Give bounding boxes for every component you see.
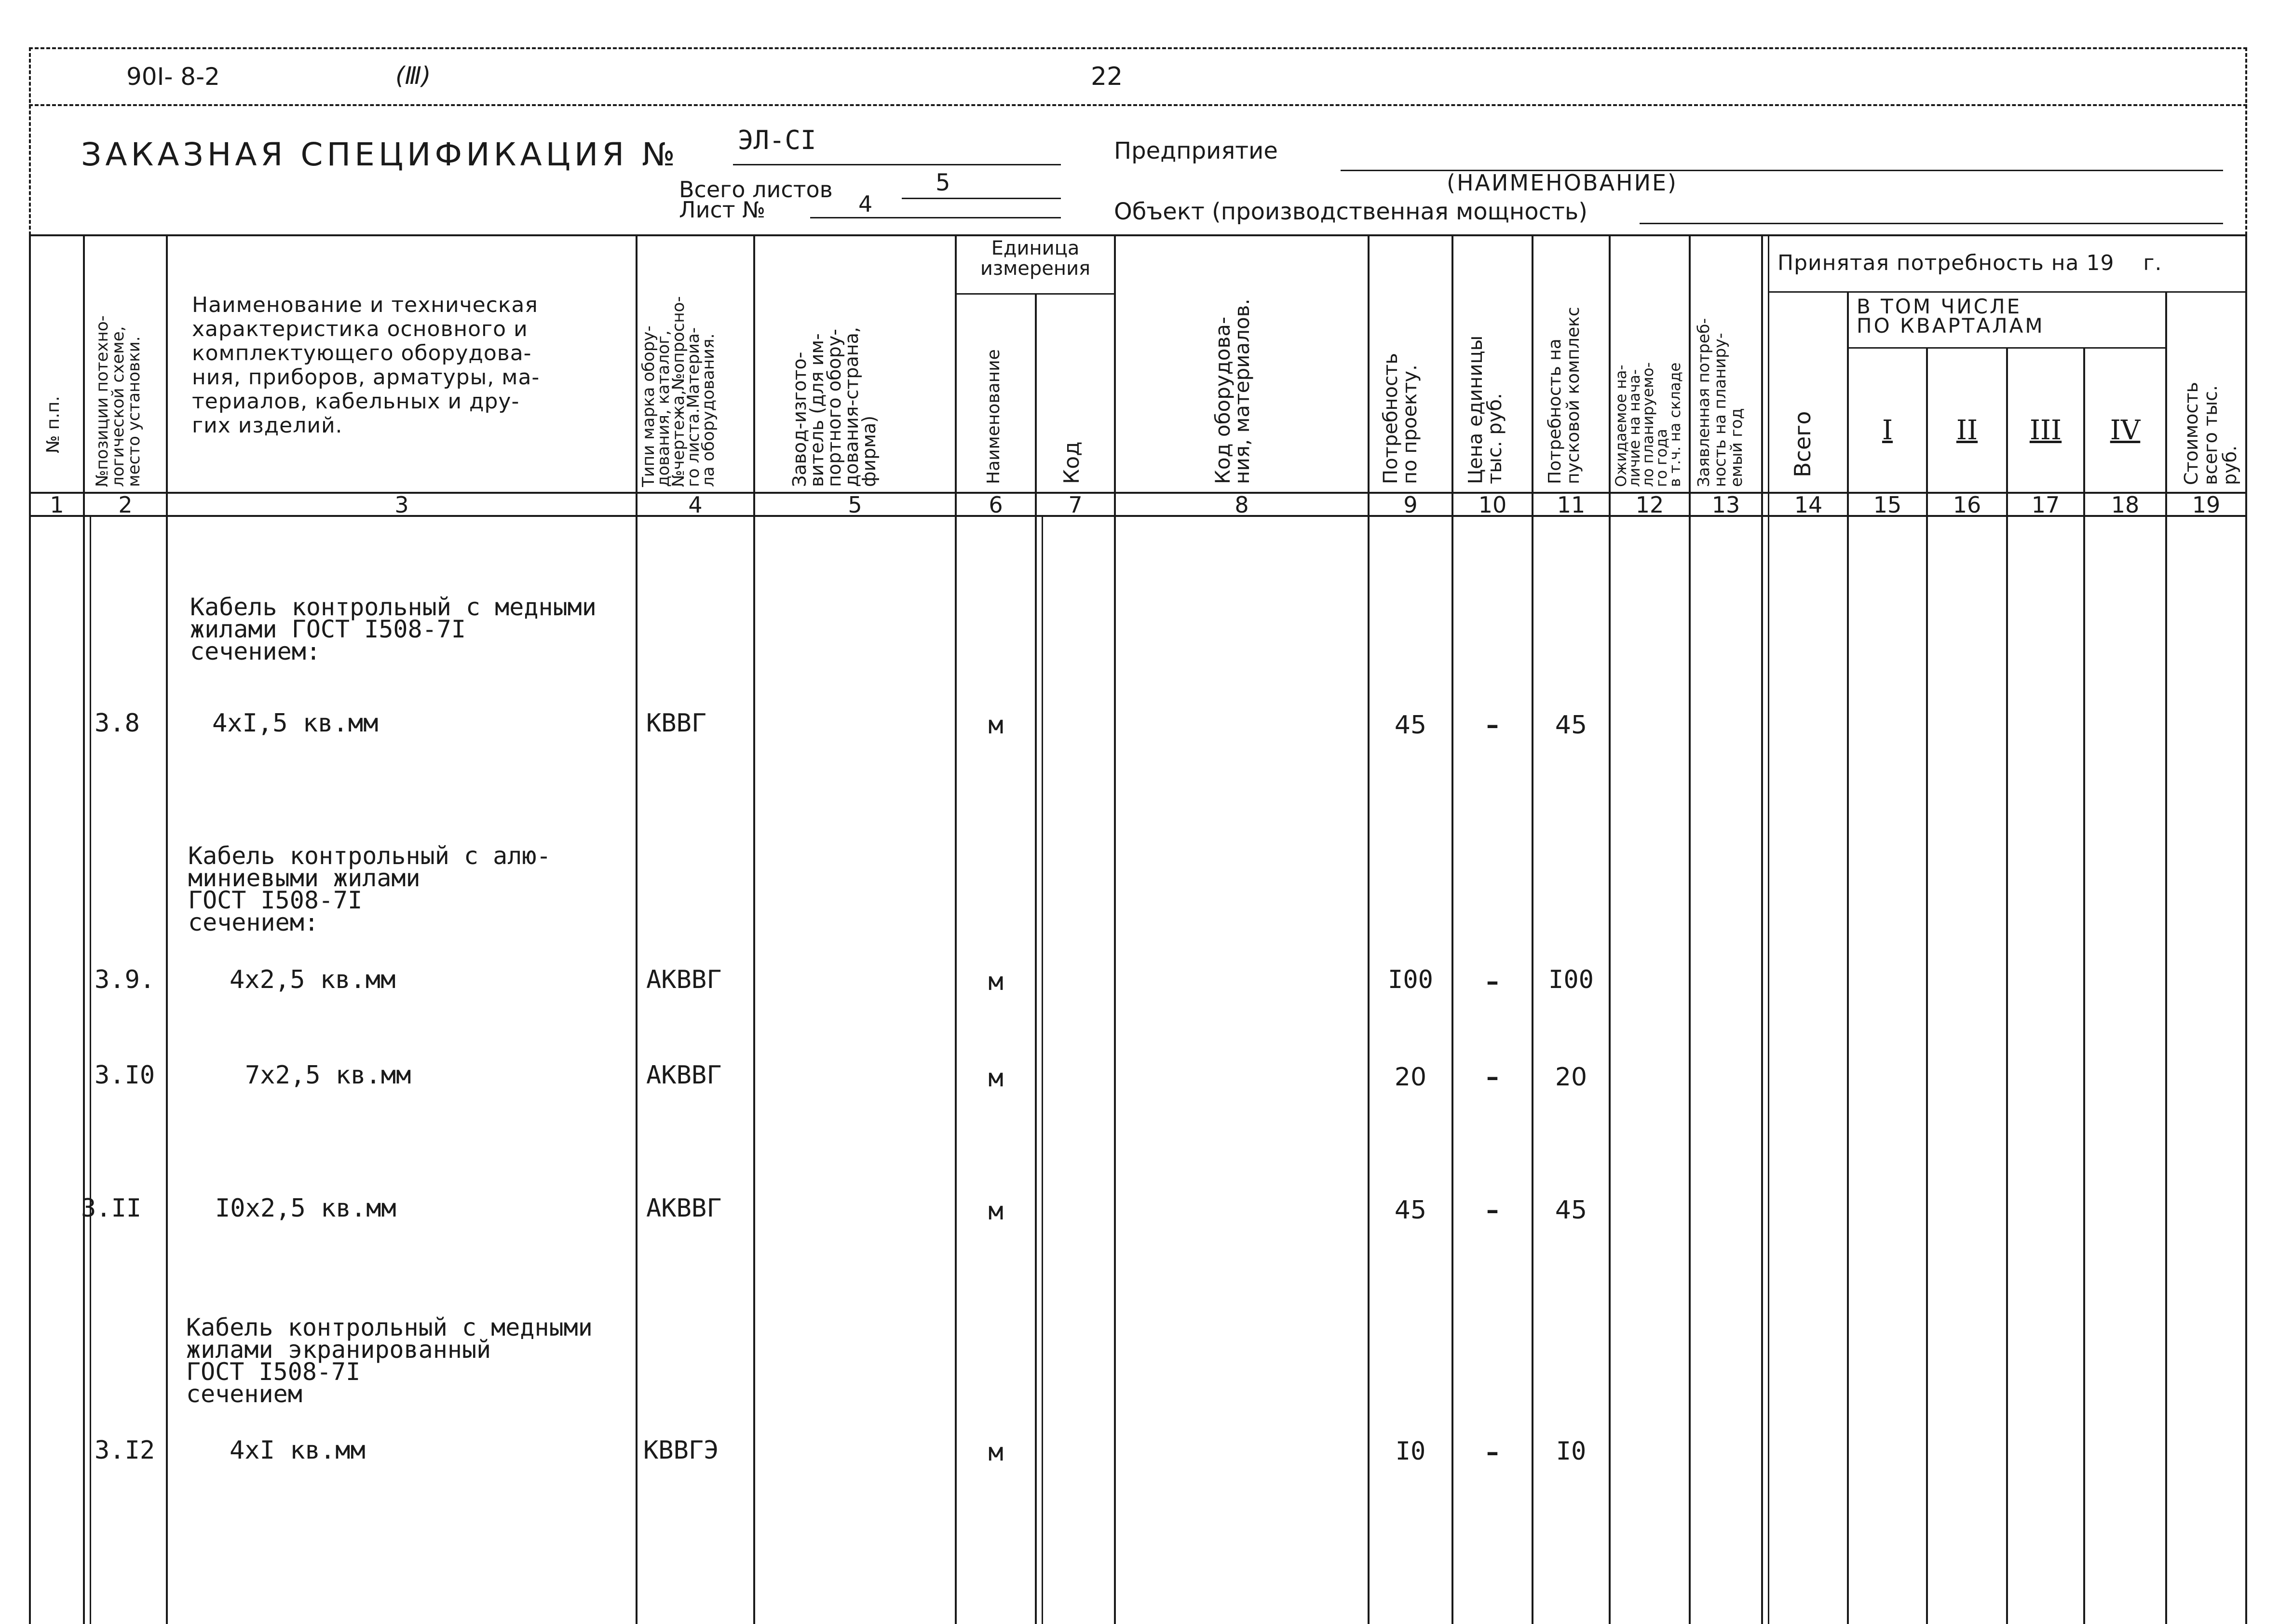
col-number-17: 17 (2031, 492, 2060, 518)
col-number-10: 10 (1478, 492, 1507, 518)
frame-left-border (29, 47, 31, 235)
album-mark: (Ⅲ) (395, 62, 431, 90)
table-top-border (29, 234, 2247, 236)
row-price: – (1486, 967, 1499, 996)
col-number-9: 9 (1403, 492, 1418, 518)
col-number-6: 6 (989, 492, 1003, 518)
col-header-6: Наименование (984, 349, 1004, 484)
col-number-7: 7 (1068, 492, 1083, 518)
col-header-14: Всего (1790, 411, 1816, 477)
naming-hint: (НАИМЕНОВАНИЕ) (1447, 170, 1678, 196)
col-header-2: №позиции потехно- логической схеме, место установки. (93, 315, 144, 487)
frame-right-border (2245, 47, 2247, 235)
col-line-1 (83, 234, 85, 1624)
row-unit: м (988, 1438, 1004, 1467)
col-line-0 (29, 234, 31, 1624)
row-mark: КВВГ (646, 709, 707, 738)
col-line-4 (753, 234, 755, 1624)
group-heading-aluminium: Кабель контрольный с алю- миниевыми жилами ГОСТ I508-7I сечением: (188, 842, 551, 936)
col-header-8: Код оборудова- ния, материалов. (1211, 298, 1254, 484)
spec-title: ЗАКАЗНАЯ СПЕЦИФИКАЦИЯ № (81, 136, 679, 173)
row-price: – (1486, 1438, 1499, 1467)
col-header-17: III (2029, 415, 2062, 446)
col-number-2: 2 (118, 492, 133, 518)
col-header-3: Наименование и техническая характеристика основного и комплектующего оборудова- ния, приборов, арматуры, ма- териалов, кабельных и дру- гих изделий. (192, 293, 540, 438)
col-line-18 (2165, 291, 2167, 1624)
row-position: 3.I0 (95, 1061, 155, 1090)
row-item-name: 4xI кв.мм (230, 1436, 366, 1465)
col-number-8: 8 (1234, 492, 1249, 518)
enterprise-label: Предприятие (1114, 137, 1278, 164)
col-line-7 (1114, 234, 1116, 1624)
col-line-13 (1761, 234, 1763, 1624)
sheet-value: 4 (858, 191, 873, 217)
col-line-5 (955, 234, 957, 1624)
row-item-name: I0x2,5 кв.мм (215, 1194, 396, 1223)
col-number-11: 11 (1557, 492, 1586, 518)
total-sheets-label: Всего листов (679, 176, 833, 203)
row-price: – (1486, 1063, 1499, 1092)
row-need: I0 (1395, 1437, 1426, 1466)
col-number-13: 13 (1711, 492, 1740, 518)
quarters-group-header: В ТОМ ЧИСЛЕ ПО КВАРТАЛАМ (1857, 295, 2045, 338)
col-number-14: 14 (1794, 492, 1823, 518)
object-label: Объект (производственная мощность) (1114, 198, 1587, 225)
col-line-15 (1926, 347, 1928, 1624)
accepted-need-header: Принятая потребность на 19 г. (1777, 251, 2162, 275)
row-mark: АКВВГ (646, 965, 722, 994)
row-need: I00 (1388, 965, 1433, 994)
row-start-complex: 45 (1555, 711, 1587, 740)
col-number-1: 1 (50, 492, 64, 518)
col-header-10: Цена единицы тыс. руб. (1465, 335, 1506, 484)
col-line-8 (1368, 234, 1370, 1624)
row-start-complex: 20 (1555, 1063, 1587, 1092)
col-number-4: 4 (688, 492, 703, 518)
col-line-14 (1847, 291, 1849, 1624)
col-header-7: Код (1059, 441, 1084, 484)
col-number-5: 5 (848, 492, 862, 518)
col-number-16: 16 (1953, 492, 1981, 518)
group-heading-copper: Кабель контрольный с медными жилами ГОСТ I508-7I сечением: (190, 593, 597, 665)
frame-top-border (29, 47, 2247, 49)
header-divider (29, 104, 2247, 106)
row-unit: м (988, 711, 1004, 740)
row-position: 3.I2 (95, 1436, 155, 1465)
row-mark: АКВВГ (646, 1194, 722, 1223)
col-number-19: 19 (2192, 492, 2221, 518)
sheet-label: Лист № (679, 197, 766, 223)
col-header-19: Стоимость всего тыс. руб. (2181, 382, 2240, 485)
row-unit: м (988, 967, 1004, 996)
col-number-15: 15 (1873, 492, 1902, 518)
row-mark: КВВГЭ (643, 1436, 719, 1465)
col-header-12: Ожидаемое на- личие на нача- ло планируемо- го года в т.ч. на складе (1613, 362, 1684, 487)
spec-number-underline (733, 164, 1061, 165)
col-line-10 (1532, 234, 1533, 1624)
total-sheets-value: 5 (936, 169, 950, 196)
col-header-13: Заявленная потреб- ность на планиру- емый год (1694, 318, 1746, 487)
spec-number: ЭЛ-СI (738, 125, 816, 155)
col-line-17 (2083, 347, 2085, 1624)
col-number-12: 12 (1635, 492, 1664, 518)
row-start-complex: I0 (1556, 1437, 1587, 1466)
group-heading-shielded: Кабель контрольный с медными жилами экранированный ГОСТ I508-7I сечением (186, 1313, 593, 1408)
col-line-19 (2245, 234, 2247, 1624)
col-header-18: IV (2110, 415, 2141, 446)
unit-group-header: Единица измерения (980, 237, 1091, 280)
col-line-9 (1452, 234, 1453, 1624)
row-item-name: 4xI,5 кв.мм (212, 709, 379, 738)
col-header-5: Завод-изгото- витель (для им- портного обору- дования-страна, фирма) (789, 327, 880, 487)
row-need: 45 (1394, 1196, 1427, 1225)
page-number: 22 (1091, 62, 1123, 91)
row-item-name: 7x2,5 кв.мм (245, 1061, 411, 1090)
col-line-13b (1768, 234, 1769, 1624)
row-unit: м (988, 1064, 1004, 1093)
row-mark: АКВВГ (646, 1061, 722, 1090)
col-line-6b (1042, 515, 1043, 1624)
row-item-name: 4x2,5 кв.мм (230, 965, 396, 994)
col-header-9: Потребность по проекту. (1380, 352, 1421, 484)
row-start-complex: I00 (1548, 965, 1594, 994)
row-position: 3.9. (95, 965, 155, 994)
accepted-subheader-line (1768, 291, 2247, 293)
col-number-3: 3 (394, 492, 409, 518)
col-header-1: № п.п. (43, 396, 63, 453)
row-position: 3.II (81, 1194, 142, 1223)
col-header-15: I (1882, 415, 1893, 446)
row-need: 20 (1394, 1063, 1427, 1092)
row-unit: м (988, 1197, 1004, 1226)
row-price: – (1486, 1196, 1499, 1225)
row-position: 3.8 (95, 709, 140, 738)
col-header-4: Типи марка обору- дования, каталог, №чертежа,№опросно- го листа.Материа- ла оборудования. (639, 296, 718, 487)
row-need: 45 (1394, 711, 1427, 740)
col-line-2 (166, 234, 168, 1624)
object-underline (1640, 223, 2223, 224)
col-line-3 (636, 234, 638, 1624)
unit-subheader-line (955, 293, 1114, 295)
col-header-16: II (1956, 415, 1978, 446)
row-start-complex: 45 (1555, 1196, 1587, 1225)
row-price: – (1486, 711, 1499, 740)
sheet-underline (810, 217, 1061, 218)
total-sheets-underline (902, 198, 1061, 199)
col-header-11: Потребность на пусковой комплекс (1545, 307, 1583, 484)
col-line-16 (2006, 347, 2008, 1624)
col-line-11 (1609, 234, 1611, 1624)
doc-code: 90I- 8-2 (126, 63, 220, 91)
col-number-18: 18 (2111, 492, 2140, 518)
col-line-1b (90, 515, 91, 1624)
col-line-12 (1689, 234, 1691, 1624)
